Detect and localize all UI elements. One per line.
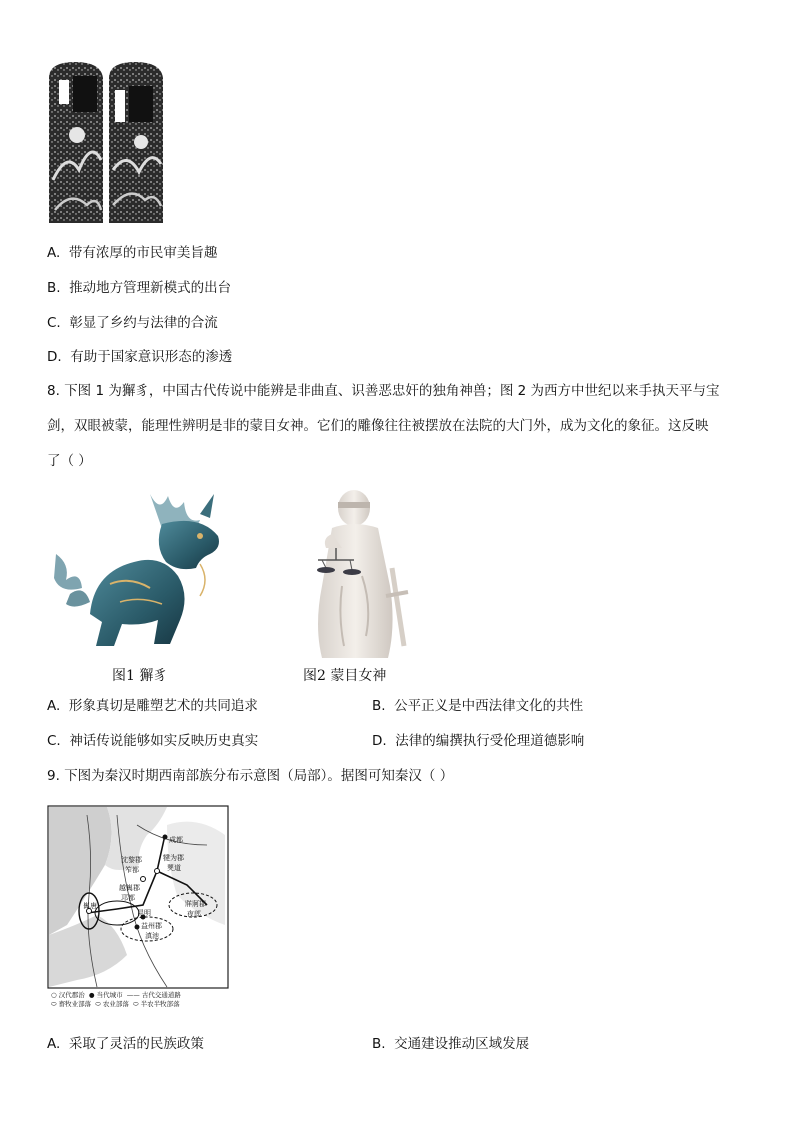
option-text: 形象真切是雕塑艺术的共同追求 — [68, 698, 258, 714]
q8-option-a — [47, 696, 258, 716]
option-letter: A. — [47, 698, 61, 714]
option-letter: D. — [372, 733, 387, 749]
q7-option-d — [47, 347, 232, 367]
option-letter: C. — [47, 733, 61, 749]
option-text: 神话传说能够如实反映历史真实 — [69, 733, 259, 749]
figure-2-caption: 图2 蒙目女神 — [303, 668, 387, 684]
option-text: 采取了灵活的民族政策 — [68, 1036, 204, 1052]
option-text: 公平正义是中西法律文化的共性 — [394, 698, 584, 714]
legend-item: ⬭ 农业部落 — [95, 1000, 129, 1008]
option-letter: A. — [47, 245, 61, 261]
q7-option-b — [47, 278, 231, 298]
option-text: 带有浓厚的市民审美旨趣 — [68, 245, 218, 261]
option-text: 推动地方管理新模式的出台 — [69, 280, 232, 296]
q9-option-b — [372, 1034, 529, 1054]
option-text: 彰显了乡约与法律的合流 — [69, 315, 218, 331]
option-text: 交通建设推动区域发展 — [394, 1036, 530, 1052]
option-text: 有助于国家意识形态的渗透 — [70, 349, 233, 365]
q8-stem-line-2 — [47, 416, 709, 436]
q8-stem-line-3 — [47, 451, 92, 471]
map-label-dianchi: 滇池 — [145, 932, 159, 940]
xiezhi-image — [50, 484, 225, 654]
map-label-yuexi: 越嶲郡 — [119, 884, 140, 892]
q9-option-a — [47, 1034, 204, 1054]
map-label-yetang: 嶲唐 — [83, 902, 97, 910]
q9-stem — [47, 766, 453, 786]
southwest-tribes-map — [47, 805, 230, 1013]
option-letter: B. — [47, 280, 61, 296]
legend-item: ○ 汉代郡治 — [51, 991, 85, 999]
map-label-yelang: 夜郎 — [187, 910, 201, 918]
map-label-qiongdu: 邛都 — [121, 894, 135, 902]
legend-item: ⬭ 半农半牧部落 — [133, 1000, 180, 1008]
option-letter: D. — [47, 349, 62, 365]
option-letter: B. — [372, 698, 386, 714]
option-letter: A. — [47, 1036, 61, 1052]
rubbing-image — [47, 60, 165, 223]
question-number: 9. — [47, 768, 60, 784]
q7-option-c — [47, 313, 218, 333]
map-label-bodao: 僰道 — [167, 864, 181, 872]
stem-text: 剑，双眼被蒙，能理性辨明是非的蒙目女神。它们的雕像往往被摆放在法院的大门外，成为文化的象征。这反映 — [47, 418, 709, 434]
map-label-jianwei: 犍为郡 — [163, 854, 184, 862]
option-letter: C. — [47, 315, 61, 331]
lady-justice-image — [292, 486, 417, 658]
figure-1-caption: 图1 獬豸 — [112, 668, 168, 684]
q8-option-c — [47, 731, 258, 751]
q7-option-a — [47, 243, 217, 263]
map-legend — [51, 991, 227, 1009]
q8-option-d — [372, 731, 584, 751]
q8-stem-line-1 — [47, 381, 720, 401]
map-label-yizhou: 益州郡 — [141, 922, 162, 930]
stem-text: 下图为秦汉时期西南部族分布示意图（局部）。据图可知秦汉（ ） — [64, 768, 454, 784]
map-label-kunming: 昆明 — [137, 909, 151, 917]
legend-item: —— 古代交通道路 — [126, 991, 181, 999]
question-number: 8. — [47, 383, 60, 399]
stem-text: 下图 1 为獬豸，中国古代传说中能辨是非曲直、识善恶忠奸的独角神兽；图 2 为西方中世纪以来手执天平与宝 — [64, 383, 720, 399]
map-label-shenli: 沈黎郡 — [121, 856, 142, 864]
legend-item: ● 当代城市 — [88, 991, 123, 999]
legend-item: ⬭ 畜牧业部落 — [51, 1000, 92, 1008]
map-label-chengdu: 成都 — [169, 836, 183, 844]
option-text: 法律的编撰执行受伦理道德影响 — [395, 733, 585, 749]
stem-text: 了（ ） — [47, 453, 92, 469]
map-label-zangke: 牂牁郡 — [185, 900, 206, 908]
option-letter: B. — [372, 1036, 386, 1052]
q8-option-b — [372, 696, 583, 716]
map-label-zuodu: 笮都 — [125, 866, 139, 874]
